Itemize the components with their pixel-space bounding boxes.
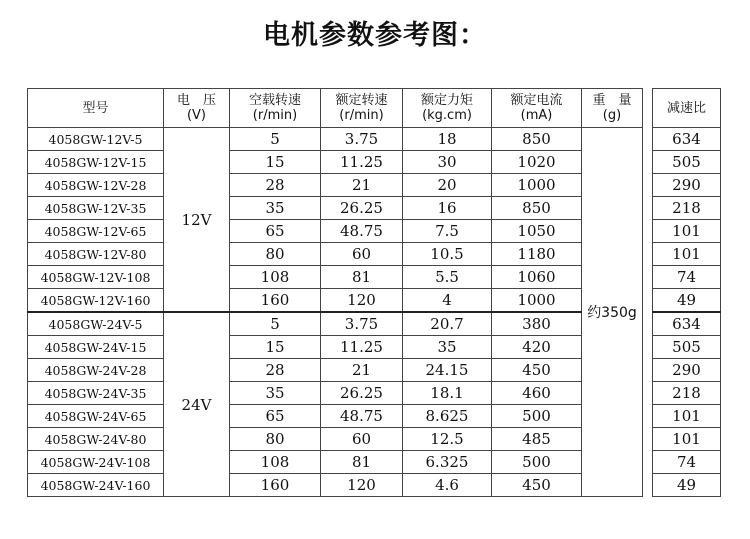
- cell-ratio: 101: [653, 405, 721, 428]
- cell-rated-speed: 81: [321, 266, 403, 289]
- header-rated-current: [492, 89, 582, 128]
- cell-current: 500: [492, 405, 582, 428]
- cell-model: 4058GW-12V-35: [28, 197, 164, 220]
- header-no-load-speed: [230, 89, 321, 128]
- cell-rated-speed: 81: [321, 451, 403, 474]
- cell-ratio: 290: [653, 174, 721, 197]
- cell-rated-speed: 11.25: [321, 336, 403, 359]
- cell-rated-speed: 3.75: [321, 312, 403, 336]
- cell-no-load: 15: [230, 336, 321, 359]
- cell-rated-speed: 48.75: [321, 405, 403, 428]
- cell-model: 4058GW-24V-65: [28, 405, 164, 428]
- header-weight: [582, 89, 643, 128]
- cell-current: 850: [492, 197, 582, 220]
- cell-no-load: 15: [230, 151, 321, 174]
- cell-torque: 20: [403, 174, 492, 197]
- cell-rated-speed: 26.25: [321, 382, 403, 405]
- header-rated-speed-label: 额定转速: [335, 93, 388, 108]
- cell-voltage-12v: 12V: [164, 128, 230, 313]
- cell-model: 4058GW-12V-28: [28, 174, 164, 197]
- cell-torque: 6.325: [403, 451, 492, 474]
- cell-current: 1060: [492, 266, 582, 289]
- cell-rated-speed: 120: [321, 474, 403, 497]
- cell-torque: 18.1: [403, 382, 492, 405]
- cell-rated-speed: 48.75: [321, 220, 403, 243]
- cell-ratio: 74: [653, 266, 721, 289]
- cell-ratio: 101: [653, 243, 721, 266]
- cell-current: 485: [492, 428, 582, 451]
- cell-rated-speed: 60: [321, 243, 403, 266]
- cell-current: 1180: [492, 243, 582, 266]
- header-no-load-label: 空载转速: [248, 93, 301, 108]
- cell-rated-speed: 21: [321, 359, 403, 382]
- cell-no-load: 80: [230, 428, 321, 451]
- header-voltage-label: 电 压: [176, 93, 216, 108]
- column-gap: [643, 89, 653, 128]
- cell-model: 4058GW-24V-80: [28, 428, 164, 451]
- cell-torque: 18: [403, 128, 492, 151]
- cell-no-load: 28: [230, 359, 321, 382]
- cell-rated-speed: 26.25: [321, 197, 403, 220]
- cell-ratio: 74: [653, 451, 721, 474]
- cell-model: 4058GW-24V-5: [28, 312, 164, 336]
- cell-no-load: 35: [230, 382, 321, 405]
- cell-ratio: 49: [653, 289, 721, 313]
- cell-current: 1050: [492, 220, 582, 243]
- cell-rated-speed: 11.25: [321, 151, 403, 174]
- cell-rated-speed: 21: [321, 174, 403, 197]
- cell-torque: 10.5: [403, 243, 492, 266]
- cell-no-load: 160: [230, 289, 321, 313]
- cell-torque: 5.5: [403, 266, 492, 289]
- table-header-row: [28, 89, 721, 128]
- cell-no-load: 160: [230, 474, 321, 497]
- header-rated-torque-unit: (kg.cm): [422, 108, 472, 123]
- cell-current: 1000: [492, 289, 582, 313]
- column-gap: [643, 128, 653, 497]
- cell-torque: 4: [403, 289, 492, 313]
- motor-spec-table: [27, 88, 721, 497]
- page-title: 电机参数参考图：: [263, 20, 487, 51]
- cell-torque: 4.6: [403, 474, 492, 497]
- cell-model: 4058GW-24V-108: [28, 451, 164, 474]
- cell-no-load: 65: [230, 220, 321, 243]
- cell-ratio: 101: [653, 220, 721, 243]
- cell-model: 4058GW-24V-15: [28, 336, 164, 359]
- cell-current: 850: [492, 128, 582, 151]
- cell-voltage-24v: 24V: [164, 312, 230, 497]
- cell-ratio: 634: [653, 312, 721, 336]
- cell-current: 450: [492, 474, 582, 497]
- cell-torque: 35: [403, 336, 492, 359]
- cell-no-load: 5: [230, 128, 321, 151]
- cell-no-load: 65: [230, 405, 321, 428]
- header-ratio: 减速比: [653, 89, 721, 128]
- cell-model: 4058GW-12V-160: [28, 289, 164, 313]
- header-rated-speed: [321, 89, 403, 128]
- cell-ratio: 218: [653, 382, 721, 405]
- cell-no-load: 5: [230, 312, 321, 336]
- cell-model: 4058GW-12V-5: [28, 128, 164, 151]
- cell-no-load: 35: [230, 197, 321, 220]
- cell-ratio: 101: [653, 428, 721, 451]
- cell-torque: 12.5: [403, 428, 492, 451]
- cell-current: 450: [492, 359, 582, 382]
- cell-current: 460: [492, 382, 582, 405]
- header-voltage: [164, 89, 230, 128]
- cell-ratio: 634: [653, 128, 721, 151]
- cell-torque: 7.5: [403, 220, 492, 243]
- cell-rated-speed: 120: [321, 289, 403, 313]
- cell-torque: 20.7: [403, 312, 492, 336]
- table-row: [28, 128, 721, 151]
- cell-ratio: 505: [653, 336, 721, 359]
- header-rated-torque: [403, 89, 492, 128]
- cell-torque: 24.15: [403, 359, 492, 382]
- header-no-load-unit: (r/min): [252, 108, 298, 123]
- cell-no-load: 80: [230, 243, 321, 266]
- header-weight-unit: (g): [602, 108, 622, 123]
- cell-ratio: 49: [653, 474, 721, 497]
- cell-current: 420: [492, 336, 582, 359]
- cell-ratio: 505: [653, 151, 721, 174]
- cell-current: 1020: [492, 151, 582, 174]
- header-model: 型号: [28, 89, 164, 128]
- cell-ratio: 290: [653, 359, 721, 382]
- cell-model: 4058GW-24V-35: [28, 382, 164, 405]
- header-rated-torque-label: 额定力矩: [420, 93, 473, 108]
- cell-model: 4058GW-24V-28: [28, 359, 164, 382]
- header-voltage-unit: (V): [186, 108, 207, 123]
- cell-rated-speed: 60: [321, 428, 403, 451]
- cell-torque: 30: [403, 151, 492, 174]
- cell-weight: 约350g: [582, 128, 643, 497]
- cell-model: 4058GW-12V-80: [28, 243, 164, 266]
- cell-torque: 8.625: [403, 405, 492, 428]
- cell-current: 1000: [492, 174, 582, 197]
- cell-model: 4058GW-12V-65: [28, 220, 164, 243]
- cell-no-load: 108: [230, 451, 321, 474]
- cell-no-load: 28: [230, 174, 321, 197]
- cell-ratio: 218: [653, 197, 721, 220]
- cell-no-load: 108: [230, 266, 321, 289]
- cell-model: 4058GW-12V-15: [28, 151, 164, 174]
- cell-model: 4058GW-12V-108: [28, 266, 164, 289]
- cell-model: 4058GW-24V-160: [28, 474, 164, 497]
- header-rated-current-label: 额定电流: [510, 93, 563, 108]
- header-rated-current-unit: (mA): [520, 108, 553, 123]
- header-weight-label: 重 量: [592, 93, 632, 108]
- cell-current: 500: [492, 451, 582, 474]
- cell-torque: 16: [403, 197, 492, 220]
- header-rated-speed-unit: (r/min): [339, 108, 384, 123]
- cell-current: 380: [492, 312, 582, 336]
- cell-rated-speed: 3.75: [321, 128, 403, 151]
